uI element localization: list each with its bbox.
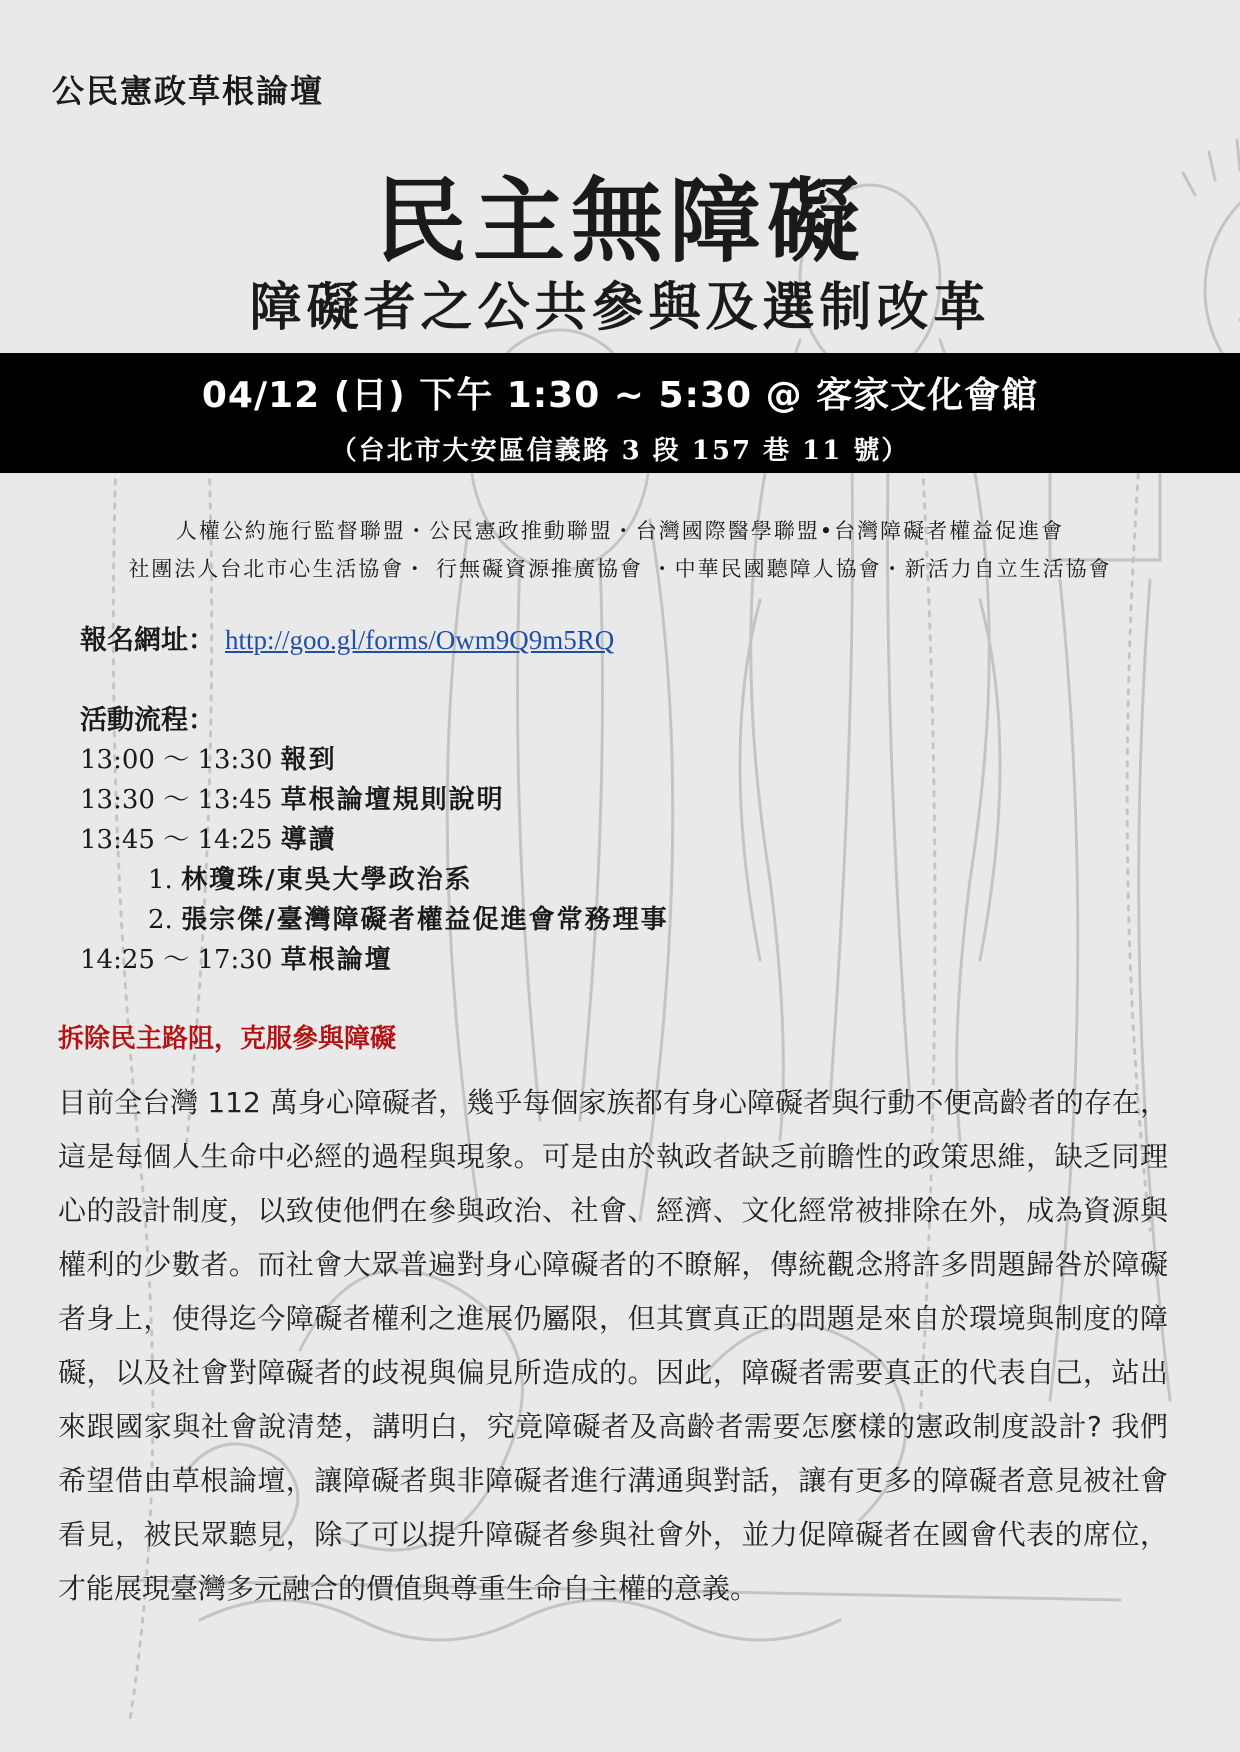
- page-subtitle: 障礙者之公共參與及選制改革: [249, 277, 991, 338]
- schedule-number: 2.: [148, 905, 173, 935]
- schedule-speaker: 林瓊珠/東吳大學政治系: [181, 865, 473, 895]
- organizers-line: 社團法人台北市心生活協會・ 行無礙資源推廣協會 ・中華民國聽障人協會・新活力自立生活協會: [128, 557, 1112, 581]
- schedule-item: [80, 940, 669, 980]
- schedule-item: [80, 780, 669, 820]
- schedule-time: 13:30 〜 13:45: [80, 785, 273, 815]
- event-banner: [0, 353, 1240, 473]
- schedule-label: 報到: [280, 745, 337, 775]
- section-body: 目前全台灣 112 萬身心障礙者，幾乎每個家族都有身心障礙者與行動不便高齡者的存在，這是每個人生命中必經的過程與現象。可是由於執政者缺乏前瞻性的政策思維，缺乏同理心的設計制度，以致使他們在參與政治、社會、經濟、文化經常被排除在外，成為資源與權利的少數者。而社會大眾普遍對身心障礙者的不瞭解，傳統觀念將許多問題歸咎於障礙者身上，使得迄今障礙者權利之進展仍屬限，但其實真正的問題是來自於環境與制度的障礙，以及社會對障礙者的歧視與偏見所造成的。因此，障礙者需要真正的代表自己，站出來跟國家與社會說清楚，講明白，究竟障礙者及高齡者需要怎麼樣的憲政制度設計? 我們希望借由草根論壇，讓障礙者與非障礙者進行溝通與對話，讓有更多的障礙者意見被社會看見，被民眾聽見，除了可以提升障礙者參與社會外，並力促障礙者在國會代表的席位，才能展現臺灣多元融合的價值與尊重生命自主權的意義。: [58, 1086, 1168, 1605]
- organizers: [0, 512, 1240, 588]
- schedule-time: 13:45 〜 14:25: [80, 825, 273, 855]
- schedule-label: 導讀: [280, 825, 337, 855]
- registration-link[interactable]: http://goo.gl/forms/Owm9Q9m5RQ: [225, 625, 615, 655]
- organizers-line: 人權公約施行監督聯盟・公民憲政推動聯盟・台灣國際醫學聯盟•台灣障礙者權益促進會: [175, 519, 1065, 543]
- event-datetime: 04/12 (日) 下午 1:30 ~ 5:30 @ 客家文化會館: [201, 375, 1039, 416]
- section-heading: 拆除民主路阻，克服參與障礙: [58, 1024, 397, 1054]
- page-title: 民主無障礙: [374, 167, 865, 275]
- schedule-subitem: [80, 900, 669, 940]
- schedule-number: 1.: [148, 865, 173, 895]
- schedule-label: 草根論壇規則說明: [280, 785, 505, 815]
- schedule-item: [80, 740, 669, 780]
- schedule-subitem: [80, 860, 669, 900]
- schedule-label: 草根論壇: [280, 945, 393, 975]
- series-title: 公民憲政草根論壇: [52, 72, 325, 110]
- registration-label: 報名網址：: [80, 625, 215, 656]
- registration: [80, 618, 614, 657]
- schedule-time: 14:25 〜 17:30: [80, 945, 273, 975]
- schedule-time: 13:00 〜 13:30: [80, 745, 273, 775]
- schedule-heading: 活動流程：: [80, 705, 215, 736]
- schedule-item: [80, 820, 669, 860]
- event-address: （台北市大安區信義路 3 段 157 巷 11 號）: [330, 436, 910, 466]
- schedule-speaker: 張宗傑/臺灣障礙者權益促進會常務理事: [181, 905, 669, 935]
- schedule-list: [80, 740, 669, 980]
